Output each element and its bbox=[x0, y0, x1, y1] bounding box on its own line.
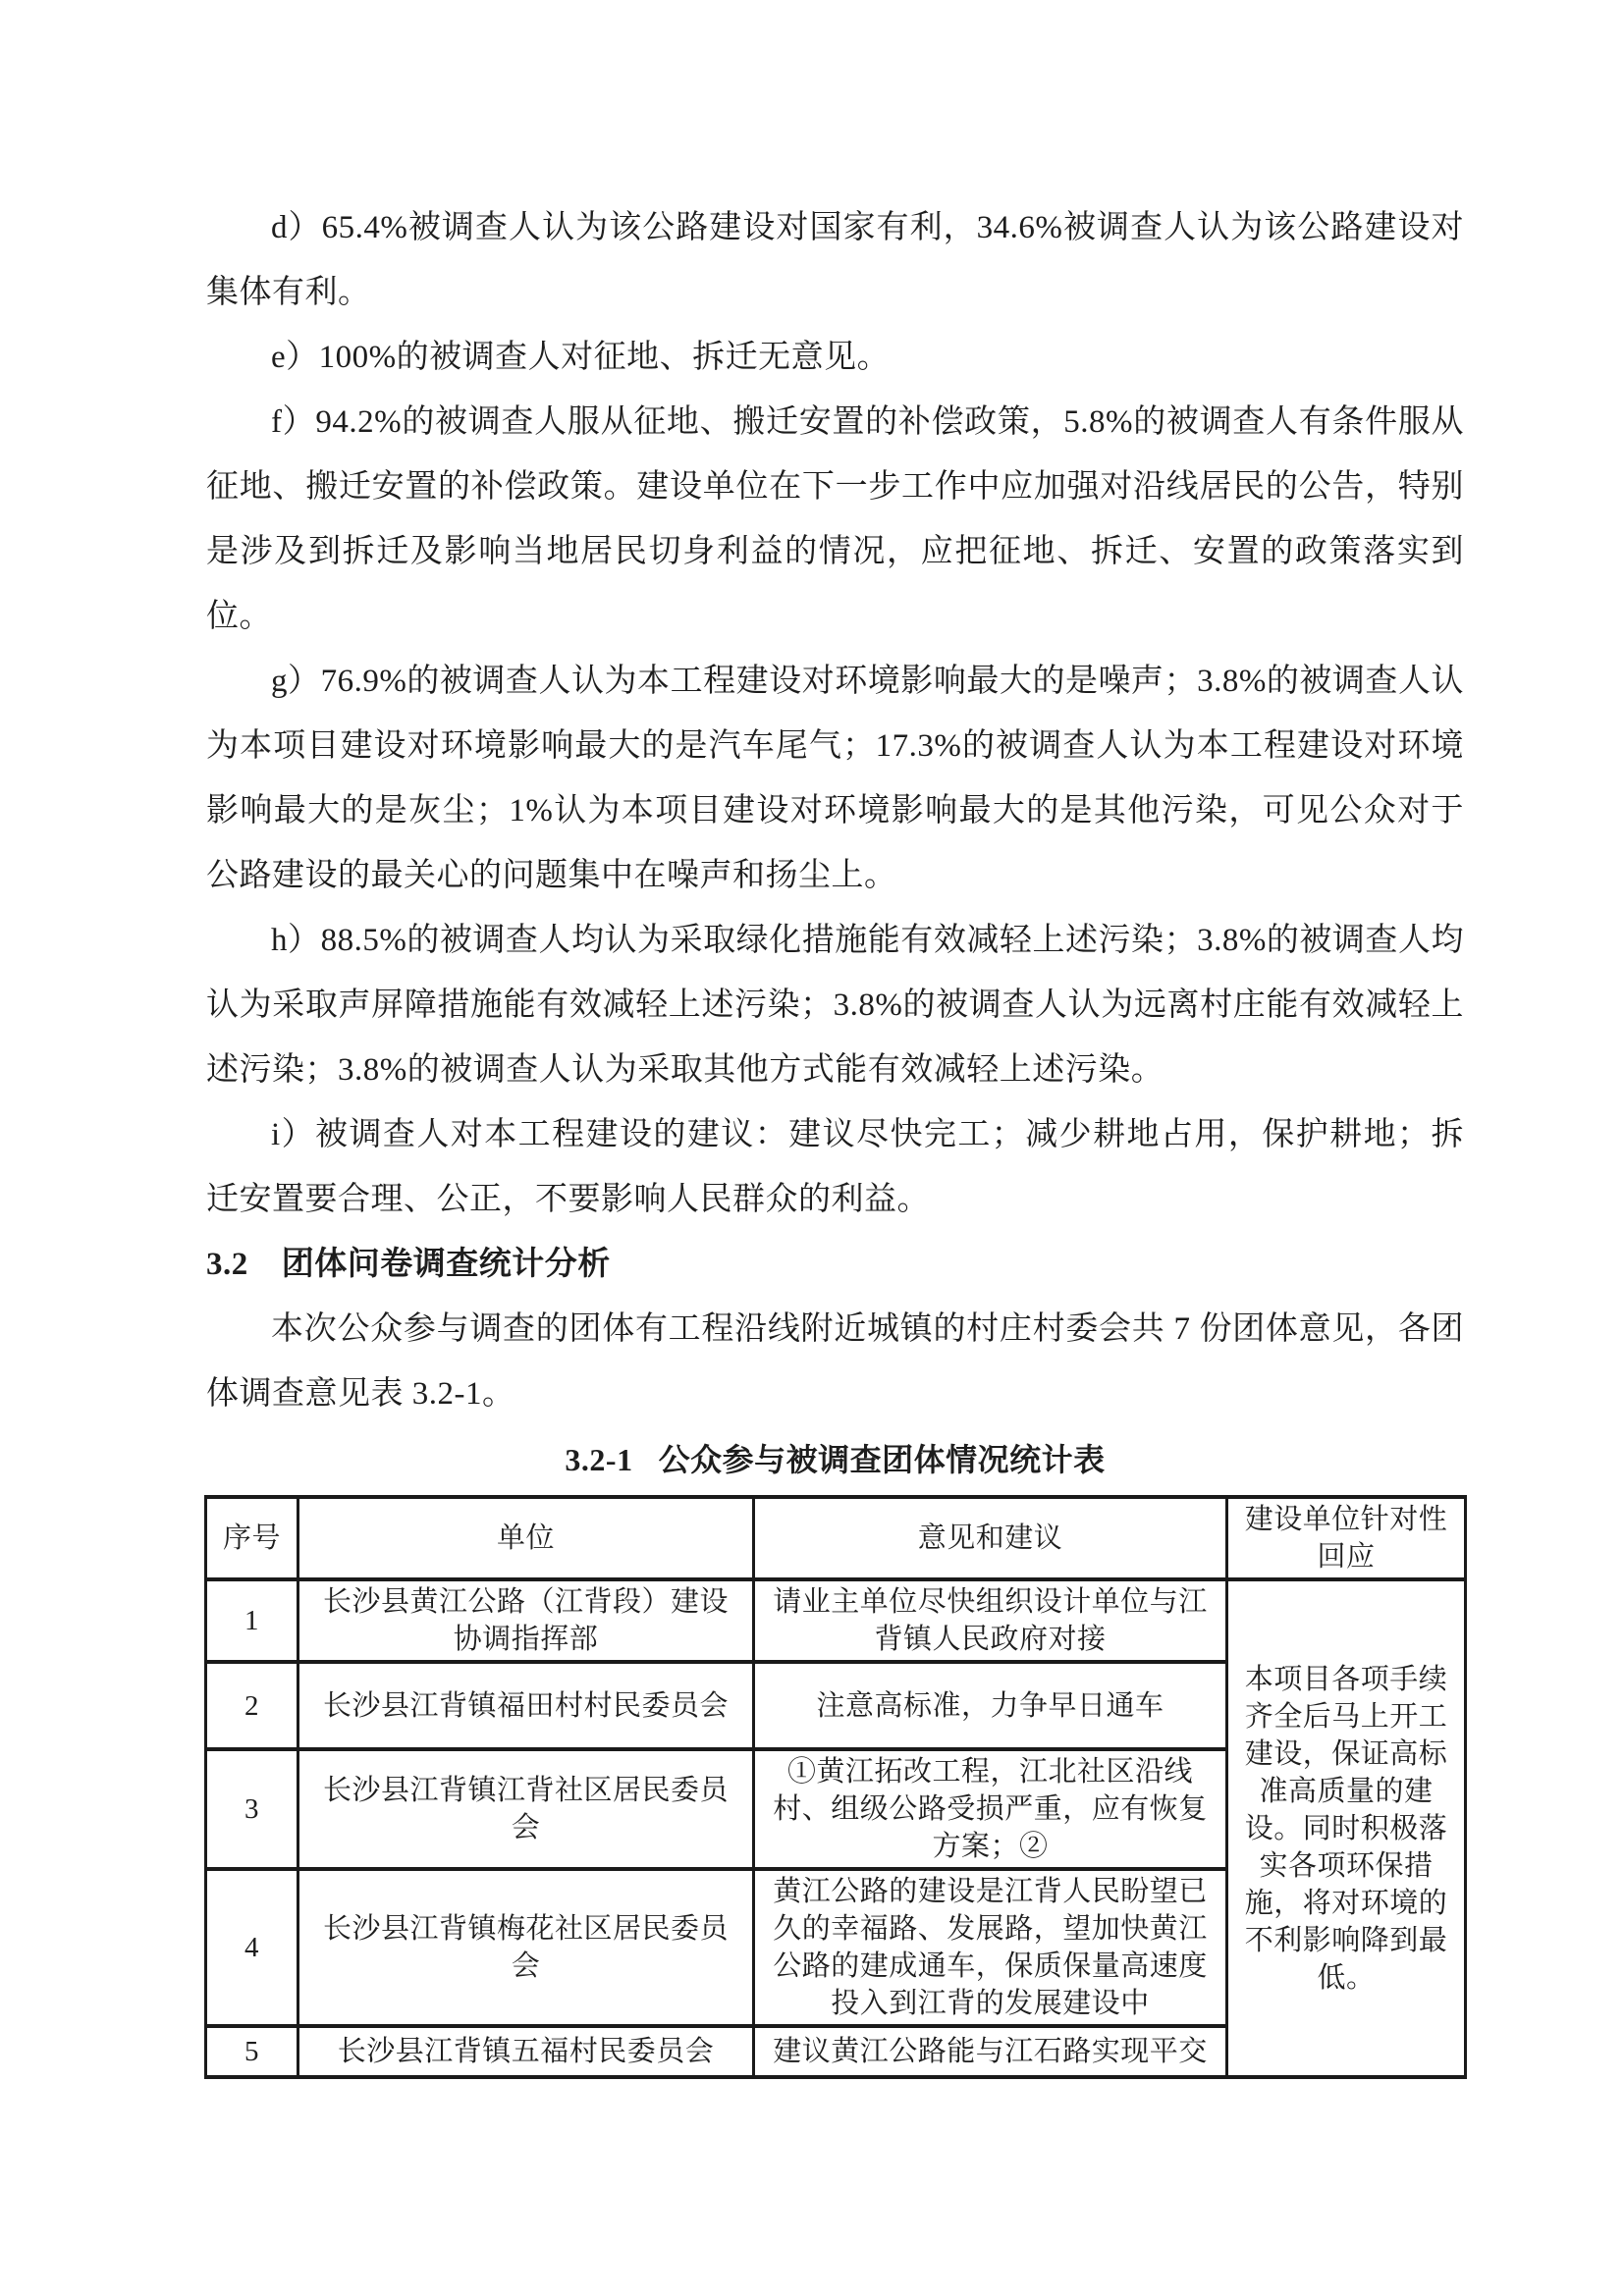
row-unit: 长沙县江背镇五福村民委员会 bbox=[298, 2026, 754, 2077]
table-row bbox=[206, 1579, 1466, 1662]
merged-response-cell: 本项目各项手续齐全后马上开工建设，保证高标准高质量的建设。同时积极落实各项环保措施，将对环境的不利影响降到最低。 bbox=[1227, 1579, 1466, 2077]
row-no: 3 bbox=[206, 1749, 298, 1869]
public-participation-table bbox=[204, 1495, 1467, 2079]
row-no: 2 bbox=[206, 1662, 298, 1749]
table-header-row bbox=[206, 1497, 1466, 1579]
table-caption-title: 公众参与被调查团体情况统计表 bbox=[658, 1442, 1106, 1477]
section-intro-block bbox=[206, 1297, 1464, 1426]
table-caption-number: 3.2-1 bbox=[565, 1442, 633, 1477]
row-opinion: 请业主单位尽快组织设计单位与江背镇人民政府对接 bbox=[754, 1579, 1227, 1662]
paragraph-i: i）被调查人对本工程建设的建议：建议尽快完工；减少耕地占用，保护耕地；拆迁安置要合理、公正，不要影响人民群众的利益。 bbox=[206, 1117, 1464, 1217]
header-opinion: 意见和建议 bbox=[754, 1497, 1227, 1579]
section-intro: 本次公众参与调查的团体有工程沿线附近城镇的村庄村委会共 7 份团体意见，各团体调查意见表 3.2-1。 bbox=[206, 1311, 1464, 1412]
paragraph-f: f）94.2%的被调查人服从征地、搬迁安置的补偿政策，5.8%的被调查人有条件服从征地、搬迁安置的补偿政策。建设单位在下一步工作中应加强对沿线居民的公告，特别是涉及到拆迁及影响当地居民切身利益的情况，应把征地、拆迁、安置的政策落实到位。 bbox=[206, 404, 1464, 634]
paragraph-g: g）76.9%的被调查人认为本工程建设对环境影响最大的是噪声；3.8%的被调查人认为本项目建设对环境影响最大的是汽车尾气；17.3%的被调查人认为本工程建设对环境影响最大的是灰尘；1%认为本项目建设对环境影响最大的是其他污染，可见公众对于公路建设的最关心的问题集中在噪声和扬尘上。 bbox=[206, 664, 1464, 893]
row-opinion: 建议黄江公路能与江石路实现平交 bbox=[754, 2026, 1227, 2077]
row-unit: 长沙县江背镇江背社区居民委员会 bbox=[298, 1749, 754, 1869]
header-no: 序号 bbox=[206, 1497, 298, 1579]
table-caption bbox=[206, 1432, 1464, 1487]
section-title: 团体问卷调查统计分析 bbox=[281, 1247, 611, 1282]
row-unit: 长沙县黄江公路（江背段）建设协调指挥部 bbox=[298, 1579, 754, 1662]
row-opinion: ①黄江拓改工程，江北社区沿线村、组级公路受损严重，应有恢复方案；② bbox=[754, 1749, 1227, 1869]
row-no: 1 bbox=[206, 1579, 298, 1662]
paragraph-d: d）65.4%被调查人认为该公路建设对国家有利，34.6%被调查人认为该公路建设对集体有利。 bbox=[206, 210, 1464, 310]
row-unit: 长沙县江背镇福田村村民委员会 bbox=[298, 1662, 754, 1749]
section-number: 3.2 bbox=[206, 1247, 248, 1282]
row-no: 5 bbox=[206, 2026, 298, 2077]
row-opinion: 黄江公路的建设是江背人民盼望已久的幸福路、发展路，望加快黄江公路的建成通车，保质保量高速度投入到江背的发展建设中 bbox=[754, 1869, 1227, 2026]
section-heading bbox=[206, 1232, 1464, 1297]
row-no: 4 bbox=[206, 1869, 298, 2026]
paragraph-e: e）100%的被调查人对征地、拆迁无意见。 bbox=[271, 340, 891, 375]
header-response: 建设单位针对性回应 bbox=[1227, 1497, 1466, 1579]
row-opinion: 注意高标准，力争早日通车 bbox=[754, 1662, 1227, 1749]
header-unit: 单位 bbox=[298, 1497, 754, 1579]
row-unit: 长沙县江背镇梅花社区居民委员会 bbox=[298, 1869, 754, 2026]
paragraph-h: h）88.5%的被调查人均认为采取绿化措施能有效减轻上述污染；3.8%的被调查人均认为采取声屏障措施能有效减轻上述污染；3.8%的被调查人认为远离村庄能有效减轻上述污染；3.8%的被调查人认为采取其他方式能有效减轻上述污染。 bbox=[206, 923, 1464, 1088]
survey-results-text bbox=[206, 195, 1464, 1232]
